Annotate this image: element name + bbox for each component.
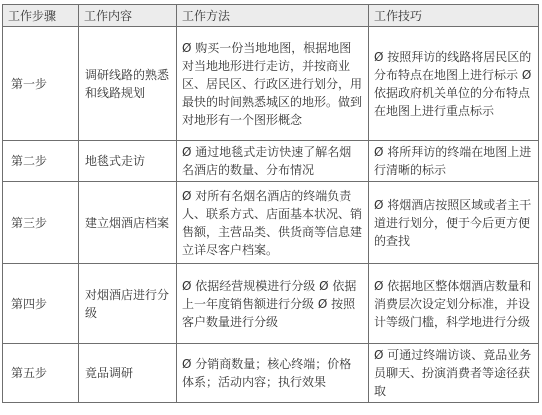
header-content: 工作内容 bbox=[79, 5, 177, 27]
table-row bbox=[3, 27, 539, 141]
cell-method: Ø 对所有名烟名酒店的终端负责人、联系方式、店面基本状况、销售额，主营品类、供货商等信息建立详尽客户档案。 bbox=[177, 182, 369, 264]
header-tips: 工作技巧 bbox=[369, 5, 539, 27]
cell-tips: Ø 依据地区整体烟酒店数量和消费层次设定划分标准，并设计等级门槛，科学地进行分级 bbox=[369, 264, 539, 344]
cell-tips: Ø 按照拜访的线路将居民区的分布特点在地图上进行标示 Ø 依据政府机关单位的分布特点在地图上进行重点标示 bbox=[369, 27, 539, 141]
header-method: 工作方法 bbox=[177, 5, 369, 27]
table-row bbox=[3, 141, 539, 182]
cell-method: Ø 分销商数量；核心终端；价格体系；活动内容；执行效果 bbox=[177, 344, 369, 403]
cell-tips: Ø 可通过终端访谈、竟品业务员聊天、扮演消费者等途径获取 bbox=[369, 344, 539, 403]
cell-tips: Ø 将所拜访的终端在地图上进行清晰的标示 bbox=[369, 141, 539, 182]
cell-method: Ø 通过地毯式走访快速了解名烟名酒店的数量、分布情况 bbox=[177, 141, 369, 182]
table-row bbox=[3, 344, 539, 403]
cell-step: 第二步 bbox=[3, 141, 79, 182]
table-row bbox=[3, 264, 539, 344]
table-row bbox=[3, 182, 539, 264]
cell-step: 第一步 bbox=[3, 27, 79, 141]
cell-tips: Ø 将烟酒店按照区域或者主干道进行划分，便于今后更方便的查找 bbox=[369, 182, 539, 264]
cell-step: 第三步 bbox=[3, 182, 79, 264]
table-header-row bbox=[3, 5, 539, 27]
cell-content: 对烟酒店进行分级 bbox=[79, 264, 177, 344]
cell-content: 调研线路的熟悉和线路规划 bbox=[79, 27, 177, 141]
header-step: 工作步骤 bbox=[3, 5, 79, 27]
cell-content: 建立烟酒店档案 bbox=[79, 182, 177, 264]
work-steps-table bbox=[2, 4, 539, 403]
cell-content: 竟品调研 bbox=[79, 344, 177, 403]
cell-content: 地毯式走访 bbox=[79, 141, 177, 182]
cell-step: 第五步 bbox=[3, 344, 79, 403]
cell-method: Ø 依据经营规模进行分级 Ø 依据上一年度销售额进行分级 Ø 按照客户数量进行分级 bbox=[177, 264, 369, 344]
cell-step: 第四步 bbox=[3, 264, 79, 344]
cell-method: Ø 购买一份当地地图，根据地图对当地地形进行走访，并按商业区、居民区、行政区进行划分，用最快的时间熟悉城区的地形。做到对地形有一个图形概念 bbox=[177, 27, 369, 141]
